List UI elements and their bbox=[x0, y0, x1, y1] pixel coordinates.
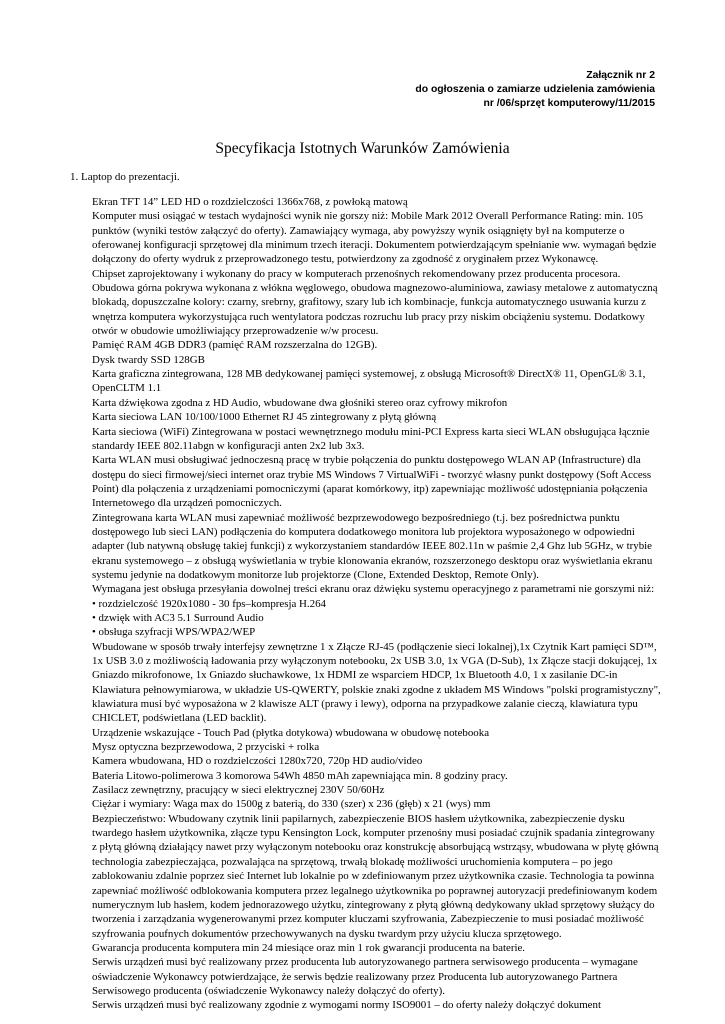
spec-bullet: • obsługa szyfracji WPS/WPA2/WEP bbox=[92, 626, 256, 639]
spec-bullet: • dzwięk with AC3 5.1 Surround Audio bbox=[92, 611, 264, 624]
specification-body bbox=[92, 195, 662, 1013]
spec-paragraph: Ciężar i wymiary: Waga max do 1500g z baterią, do 330 (szer) x 236 (głęb) x 21 (wys) mm bbox=[92, 798, 491, 811]
spec-paragraph: Gwarancja producenta komputera min 24 miesiące oraz min 1 rok gwarancji producenta na baterie. bbox=[92, 941, 526, 954]
spec-paragraph: Karta dźwiękowa zgodna z HD Audio, wbudowane dwa głośniki stereo oraz cyfrowy mikrofon bbox=[92, 396, 508, 409]
spec-paragraph: Zintegrowana karta WLAN musi zapewniać możliwość bezprzewodowego bezpośredniego (t.j. bez pośrednictwa punktu dostępowego lub sieci LAN) podłączenia do komputera dodatkowego monitora lub projektora wyposażonego w odpowiedni adapter (lub natywną obsługę takiej funkcji) z wykorzystaniem standardów IEEE 802.11n w paśmie 2,4 Ghz lub 5GHz, w trybie ekranu systemowego – z obsługą wyświetlania w trybie klonowania ekranów, rozszerzonego desktopu oraz wyświetlania ekranu systemu jedynie na dodatkowym monitorze lub projektorze (Clone, Extended Desktop, Remote Only). bbox=[92, 511, 653, 581]
spec-paragraph: Chipset zaprojektowany i wykonany do pracy w komputerach przenośnych rekomendowany przez producenta procesora. bbox=[92, 267, 621, 280]
spec-paragraph: Serwis urządzeń musi być realizowany przez producenta lub autoryzowanego partnera serwisowego producenta – wymagane oświadczenie Wykonawcy potwierdzające, że serwis będzie realizowany przez Producenta lub autoryzowanego Partnera Serwisowego producenta (oświadczenie Wykonawcy należy dołączyć do oferty). bbox=[92, 956, 638, 997]
spec-paragraph: Pamięć RAM 4GB DDR3 (pamięć RAM rozszerzalna do 12GB). bbox=[92, 339, 378, 352]
spec-paragraph: Dysk twardy SSD 128GB bbox=[92, 353, 205, 366]
spec-paragraph: Klawiatura pełnowymiarowa, w układzie US-QWERTY, polskie znaki zgodne z układem MS Windows "polski programistyczny", klawiatura musi być wyposażona w 2 klawisze ALT (prawy i lewy), odporna na przypadkowe zalanie cieczą, klawiatura typu CHICLET, podświetlana (LED backlit). bbox=[92, 683, 661, 725]
spec-paragraph: Serwis urządzeń musi być realizowany zgodnie z wymogami normy ISO9001 – do oferty należy dołączyć dokument bbox=[92, 999, 601, 1012]
attachment-reference: nr /06/sprzęt komputerowy/11/2015 bbox=[483, 98, 655, 109]
spec-paragraph: Bateria Litowo-polimerowa 3 komorowa 54Wh 4850 mAh zapewniająca min. 8 godziny pracy. bbox=[92, 769, 508, 782]
spec-paragraph: Mysz optyczna bezprzewodowa, 2 przyciski + rolka bbox=[92, 741, 320, 754]
spec-paragraph: Karta WLAN musi obsługiwać jednoczesną pracę w trybie połączenia do punktu dostępowego WLAN AP (Infrastructure) dla dostępu do sieci firmowej/sieci internet oraz trybie MS Windows 7 VirtualWiFi - tworzyć własny punkt dostępowy (Soft Access Point) dla połączenia z urządzeniami pomocniczymi (aparat komórkowy, itp) zapewniając możliwość udostępniania połączenia Internetowego dla urządzeń pomocniczych. bbox=[92, 454, 652, 510]
attachment-number: Załącznik nr 2 bbox=[586, 70, 655, 81]
spec-paragraph: Obudowa górna pokrywa wykonana z włókna węglowego, obudowa magnezowo-aluminiowa, zawiasy metalowe z automatyczną blokadą, dopuszczalne kolory: czarny, srebrny, grafitowy, szary lub ich kombinacje, funkcja automatycznego usuwania kurzu z wnętrza komputera wykorzystująca ruch wentylatora podczas rozruchu lub pracy przy niskim obciążeniu systemu. Dodatkowy otwór w obudowie umożliwiający przeprowadzenie w/w procesu. bbox=[92, 282, 658, 338]
spec-paragraph: Wymagana jest obsługa przesyłania dowolnej treści ekranu oraz dźwięku systemu operacyjnego z parametrami nie gorszymi niż: bbox=[92, 583, 655, 596]
spec-paragraph: Karta graficzna zintegrowana, 128 MB dedykowanej pamięci systemowej, z obsługą Microsoft® DirectX® 11, OpenGL® 3.1, OpenCLTM 1.1 bbox=[92, 368, 646, 395]
spec-paragraph: Wbudowane w sposób trwały interfejsy zewnętrzne 1 x Złącze RJ-45 (podłączenie sieci lokalnej),1x Czytnik Kart pamięci SD™, 1x USB 3.0 z możliwością ładowania przy wyłączonym notebooku, 2x USB 3.0, 1x VGA (D-Sub), 1x Złącze stacji dokującej, 1x Gniazdo mikrofonowe, 1x Gniazdo słuchawkowe, 1x HDMI ze wsparciem HDCP, 1x Bluetooth 4.0, 1 x zasilanie DC-in bbox=[92, 640, 658, 682]
attachment-header bbox=[415, 69, 655, 111]
spec-paragraph: Kamera wbudowana, HD o rozdzielczości 1280x720, 720p HD audio/video bbox=[92, 755, 423, 768]
spec-paragraph: Zasilacz zewnętrzny, pracujący w sieci elektrycznej 230V 50/60Hz bbox=[92, 784, 385, 797]
spec-paragraph: Bezpieczeństwo: Wbudowany czytnik linii papilarnych, zabezpieczenie BIOS hasłem użytkownika, zabezpieczenie dysku twardego hasłem użytkownika, złącze typu Kensington Lock, komputer przenośny musi posiadać czujnik spadania zintegrowany z płytą główną działający nawet przy wyłączonym notebooku oraz konstrukcję absorbującą wstrząsy, wbudowana w płytę główną technologia zabezpieczająca, pozwalająca na sprzętową, trwałą blokadę możliwości uruchomienia komputera – po jego zablokowaniu zdalnie poprzez sieć Internet lub lokalnie po w zdefiniowanym przez użytkownika czasie. Technologia ta powinna zapewniać możliwość odblokowania komputera przez legalnego użytkownika po poprawnej autoryzacji predefiniowanym kodem numerycznym lub hasłem, kodem jednorazowego użytku, zintegrowany z płytą główną dedykowany układ sprzętowy służący do tworzenia i zarządzania wygenerowanymi przez komputer kluczami szyfrowania, Zabezpieczenie to musi posiadać możliwość szyfrowania poufnych dokumentów przechowywanych na dysku twardym przy użyciu klucza sprzętowego. bbox=[92, 812, 659, 940]
section-heading: 1. Laptop do prezentacji. bbox=[70, 171, 180, 183]
spec-bullet: • rozdzielczość 1920x1080 - 30 fps–kompresja H.264 bbox=[92, 597, 326, 610]
spec-paragraph: Karta sieciowa (WiFi) Zintegrowana w postaci wewnętrznego modułu mini-PCI Express karta sieci WLAN obsługująca łącznie standardy IEEE 802.11abgn w konfiguracji anten 2x2 lub 3x3. bbox=[92, 425, 650, 452]
attachment-subject: do ogłoszenia o zamiarze udzielenia zamówienia bbox=[415, 84, 655, 95]
spec-paragraph: Komputer musi osiągać w testach wydajności wynik nie gorszy niż: Mobile Mark 2012 Overall Performance Rating: min. 105 punktów (wyniki testów załączyć do oferty). Zamawiający wymaga, aby powyższy wynik osiągnięty był na komputerze o oferowanej konfiguracji sprzętowej dla minimum trzech iteracji. Dokumentem potwierdzającym spełnianie ww. wymagań będzie dołączony do oferty wydruk z przeprowadzonego testu, potwierdzony za zgodność z oryginałem przez Wykonawcę. bbox=[92, 210, 657, 266]
spec-paragraph: Karta sieciowa LAN 10/100/1000 Ethernet RJ 45 zintegrowany z płytą główną bbox=[92, 411, 437, 424]
spec-paragraph: Urządzenie wskazujące - Touch Pad (płytka dotykowa) wbudowana w obudowę notebooka bbox=[92, 726, 490, 739]
document-title: Specyfikacja Istotnych Warunków Zamówienia bbox=[215, 140, 510, 157]
spec-paragraph: Ekran TFT 14” LED HD o rozdzielczości 1366x768, z powłoką matową bbox=[92, 196, 408, 208]
